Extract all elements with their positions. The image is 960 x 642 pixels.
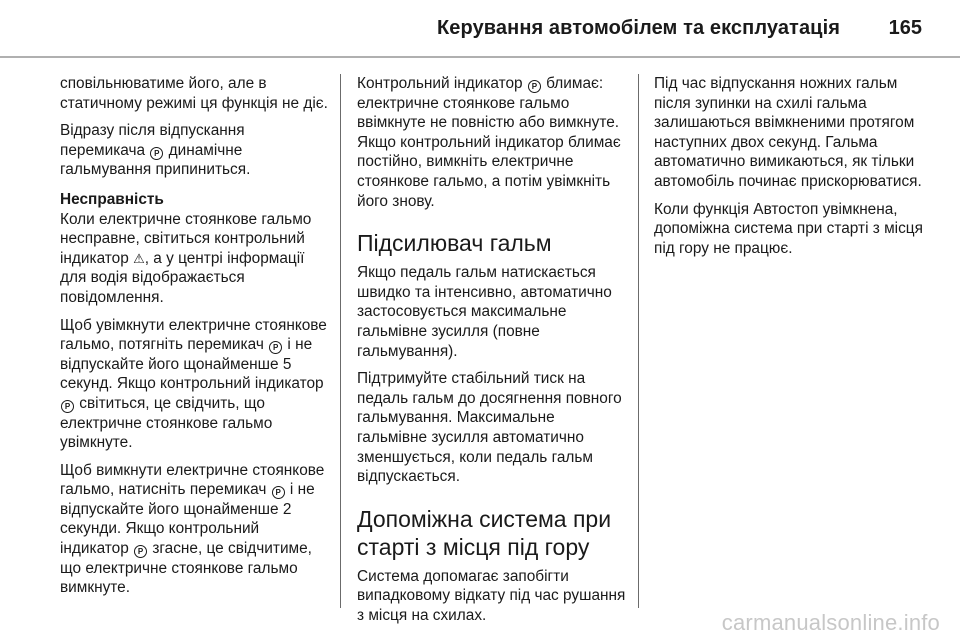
paragraph-text: Коли електричне стоянкове гальмо несправне, світиться контрольний індикатор [60, 210, 312, 267]
paragraph: Підтримуйте стабільний тиск на педаль гальм до досягнення повного гальмування. Максимальне гальмівне зусилля автоматично зменшується, коли педаль гальм відпускається. [357, 370, 622, 486]
section-heading-brake-assist: Підсилювач гальм [357, 230, 552, 257]
paragraph-text: Відразу після відпускання перемикача [60, 122, 245, 159]
parking-brake-icon: P [61, 400, 74, 413]
section-subheading: Несправність [60, 190, 164, 208]
column-divider-1 [340, 74, 341, 608]
paragraph-text: і не відпускайте його щонайменше 2 секунди. Якщо контрольний індикатор [60, 481, 315, 558]
paragraph-text: і не відпускайте його щонайменше 5 секунд. Якщо контрольний індикатор [60, 336, 324, 393]
column-3 [654, 74, 924, 266]
paragraph-text: сповільнюватиме його, але в статичному режимі ця функція не діє. [60, 75, 328, 112]
paragraph: Якщо педаль гальм натискається швидко та інтенсивно, автоматично застосовується максимальне гальмівне зусилля (повне гальмування). [357, 264, 612, 360]
paragraph [60, 316, 330, 453]
paragraph-text: згасне, це свідчитиме, що електричне стоянкове гальмо вимкнуте. [60, 540, 312, 597]
brake-warning-icon: ⚠ [133, 250, 145, 266]
page-header [0, 0, 960, 46]
column-1 [60, 74, 330, 606]
paragraph [357, 74, 627, 211]
paragraph-text: світиться, це свідчить, що електричне стоянкове гальмо увімкнуте. [60, 394, 273, 452]
paragraph-text: Щоб вимкнути електричне стоянкове гальмо, натисніть перемикач [60, 461, 325, 499]
watermark: carmanualsonline.info [721, 610, 940, 635]
paragraph-text: Контрольний індикатор [357, 75, 527, 92]
paragraph [60, 210, 330, 308]
parking-brake-icon: P [134, 545, 147, 558]
paragraph-text: динамічне гальмування припиниться. [60, 141, 251, 179]
header-divider [0, 56, 960, 58]
page-title: Керування автомобілем та експлуатація [436, 17, 840, 39]
paragraph [60, 461, 330, 598]
paragraph-text: , а у центрі інформації для водія відображається повідомлення. [60, 249, 305, 306]
paragraph: Система допомагає запобігти випадковому відкату під час рушання з місця на схилах. [357, 567, 626, 624]
paragraph-text: блимає: електричне стоянкове гальмо ввімкнуте не повністю або вимкнуте. Якщо контрольний індикатор блимає постійно, вимкніть електричне стоянкове гальмо, а потім увімкніть його знову. [357, 75, 621, 210]
page-number: 165 [888, 17, 922, 39]
parking-brake-icon: P [528, 80, 541, 93]
parking-brake-icon: P [272, 486, 285, 499]
paragraph: Коли функція Автостоп увімкнена, допоміжна система при старті з місця під гору не працює. [654, 200, 923, 257]
paragraph [60, 74, 330, 113]
paragraph [60, 121, 330, 180]
section-heading-hill-start-assist: Допоміжна система при старті з місця під гору [357, 505, 612, 560]
parking-brake-icon: P [269, 341, 282, 354]
column-divider-2 [638, 74, 639, 608]
parking-brake-icon: P [150, 147, 163, 160]
column-2 [357, 74, 627, 633]
paragraph: Під час відпускання ножних гальм після зупинки на схилі гальма залишаються ввімкненими протягом наступних двох секунд. Гальма автоматично вимикаються, як тільки автомобіль починає прискорюватися. [654, 75, 922, 190]
paragraph-text: Щоб увімкнути електричне стоянкове гальмо, потягніть перемикач [60, 316, 327, 354]
